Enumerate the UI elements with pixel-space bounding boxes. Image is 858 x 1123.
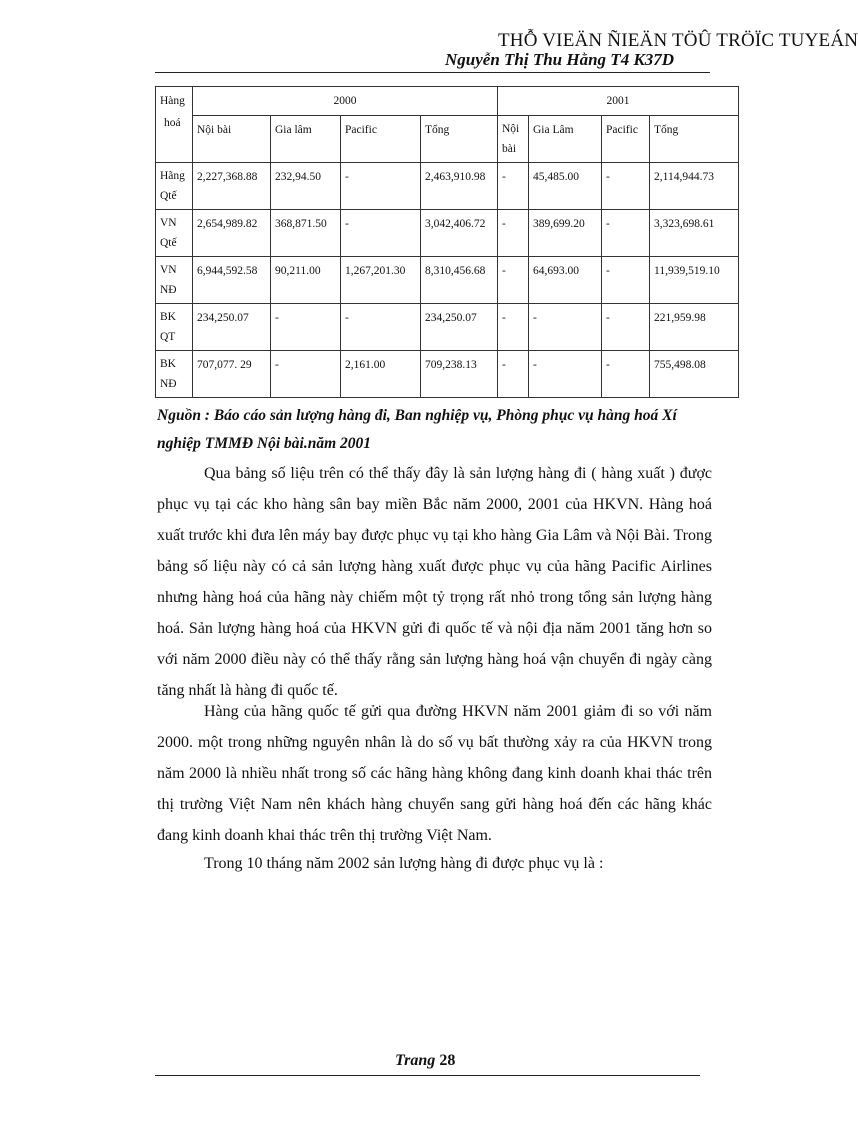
table-cell: - — [529, 304, 602, 351]
col-2000-gialam: Gia lâm — [271, 116, 341, 163]
col-2001-pacific: Pacific — [602, 116, 650, 163]
page-word: Trang — [395, 1052, 436, 1069]
row-label-line2: NĐ — [160, 378, 177, 390]
table-cell: 64,693.00 — [529, 257, 602, 304]
table-cell: 389,699.20 — [529, 210, 602, 257]
table-row — [156, 210, 739, 257]
table-cell: 6,944,592.58 — [193, 257, 271, 304]
table-cell: - — [341, 210, 421, 257]
table-row — [156, 304, 739, 351]
paragraph-1-text: Qua bảng số liệu trên có thể thấy đây là sản lượng hàng đi ( hàng xuất ) được phục vụ tại các kho hàng sân bay miền Bắc năm 2000, 2001 của HKVN. Hàng hoá xuất trước khi đưa lên máy bay được phục vụ tại kho hàng Gia Lâm và Nội Bài. Trong bảng số liệu này có cả sản lượng hàng xuất được phục vụ của hãng Pacific Airlines nhưng hàng hoá của hãng này chiếm một tỷ trọng rất nhỏ trong tổng sản lượng hàng hoá. Sản lượng hàng hoá của HKVN gửi đi quốc tế và nội địa năm 2001 tăng hơn so với năm 2000 điều này có thể thấy rằng sản lượng hàng hoá vận chuyển đi ngày càng tăng nhất là hàng đi quốc tế. — [157, 465, 712, 699]
table-subheader-row — [156, 116, 739, 163]
table-cell: - — [498, 210, 529, 257]
table-cell: 368,871.50 — [271, 210, 341, 257]
paragraph-2 — [157, 696, 712, 851]
table-cell: - — [529, 351, 602, 398]
row-label — [156, 304, 193, 351]
table-cell: 90,211.00 — [271, 257, 341, 304]
col-2001-noibai — [498, 116, 529, 163]
footer-divider — [155, 1075, 700, 1076]
table-cell: 2,654,989.82 — [193, 210, 271, 257]
table-cell: 234,250.07 — [193, 304, 271, 351]
row-label — [156, 210, 193, 257]
source-note: Nguồn : Báo cáo sản lượng hàng đi, Ban nghiệp vụ, Phòng phục vụ hàng hoá Xí nghiệp TMMĐ Nội bài.năm 2001 — [157, 407, 677, 452]
table-cell: - — [498, 163, 529, 210]
row-label — [156, 351, 193, 398]
table-cell: 2,161.00 — [341, 351, 421, 398]
table-row — [156, 163, 739, 210]
table-row — [156, 351, 739, 398]
table-cell: 3,323,698.61 — [650, 210, 739, 257]
table-cell: - — [602, 257, 650, 304]
table-cell: 755,498.08 — [650, 351, 739, 398]
author-header: Nguyễn Thị Thu Hằng T4 K37D — [445, 50, 675, 69]
year-2001-header: 2001 — [498, 87, 739, 116]
table-row — [156, 257, 739, 304]
table-header-row — [156, 87, 739, 116]
cargo-volume-table — [155, 86, 739, 398]
table-cell: - — [341, 163, 421, 210]
col-2000-pacific: Pacific — [341, 116, 421, 163]
table-cell: - — [498, 257, 529, 304]
paragraph-3-text: Trong 10 tháng năm 2002 sản lượng hàng đi được phục vụ là : — [204, 855, 604, 872]
table-cell: 2,463,910.98 — [421, 163, 498, 210]
col-2000-tong: Tổng — [421, 116, 498, 163]
col-2001-gialam: Gia Lâm — [529, 116, 602, 163]
table-cell: - — [271, 304, 341, 351]
table-cell: - — [498, 351, 529, 398]
table-cell: - — [341, 304, 421, 351]
page-number: 28 — [439, 1052, 456, 1069]
row-label-line2: Qtế — [160, 190, 177, 202]
header-divider — [155, 72, 710, 73]
row-label-line1: VN — [160, 264, 177, 276]
col-2001-noibai-line2: bài — [502, 143, 517, 155]
corner-header-cell — [156, 87, 193, 163]
row-label — [156, 163, 193, 210]
page-footer — [395, 1052, 455, 1070]
table-cell: 2,227,368.88 — [193, 163, 271, 210]
table-cell: 709,238.13 — [421, 351, 498, 398]
row-label — [156, 257, 193, 304]
row-label-line1: Hãng — [160, 170, 185, 182]
table-cell: 2,114,944.73 — [650, 163, 739, 210]
table-cell: 8,310,456.68 — [421, 257, 498, 304]
row-label-line2: Qtế — [160, 237, 177, 249]
table-cell: 3,042,406.72 — [421, 210, 498, 257]
paragraph-3 — [157, 848, 712, 879]
corner-label-line2: hoá — [164, 117, 181, 129]
col-2000-noibai: Nội bài — [193, 116, 271, 163]
row-label-line2: NĐ — [160, 284, 177, 296]
table-cell: - — [271, 351, 341, 398]
table-cell: - — [602, 351, 650, 398]
table-cell: 234,250.07 — [421, 304, 498, 351]
col-2001-noibai-line1: Nội — [502, 123, 520, 135]
row-label-line1: BK — [160, 358, 176, 370]
table-cell: - — [602, 163, 650, 210]
row-label-line1: VN — [160, 217, 177, 229]
paragraph-1 — [157, 458, 712, 706]
row-label-line2: QT — [160, 331, 176, 343]
table-cell: - — [498, 304, 529, 351]
row-label-line1: BK — [160, 311, 176, 323]
table-cell: 1,267,201.30 — [341, 257, 421, 304]
library-watermark: THỖ VIEÄN ÑIEÄN TÖÛ TRÖÏC TUYEÁN — [498, 30, 858, 51]
paragraph-2-text: Hàng của hãng quốc tế gửi qua đường HKVN năm 2001 giảm đi so với năm 2000. một trong những nguyên nhân là do số vụ bất thường xảy ra của HKVN trong năm 2000 là nhiều nhất trong số các hãng hàng không đang kinh doanh khai thác trên thị trường Việt Nam nên khách hàng chuyển sang gửi hàng hoá đến các hãng khác đang kinh doanh khai thác trên thị trường Việt Nam. — [157, 703, 712, 844]
table-cell: 45,485.00 — [529, 163, 602, 210]
year-2000-header: 2000 — [193, 87, 498, 116]
col-2001-tong: Tổng — [650, 116, 739, 163]
table-cell: 11,939,519.10 — [650, 257, 739, 304]
table-cell: 232,94.50 — [271, 163, 341, 210]
table-cell: - — [602, 210, 650, 257]
corner-label-line1: Hàng — [160, 95, 185, 107]
table-cell: 707,077. 29 — [193, 351, 271, 398]
table-cell: - — [602, 304, 650, 351]
table-cell: 221,959.98 — [650, 304, 739, 351]
